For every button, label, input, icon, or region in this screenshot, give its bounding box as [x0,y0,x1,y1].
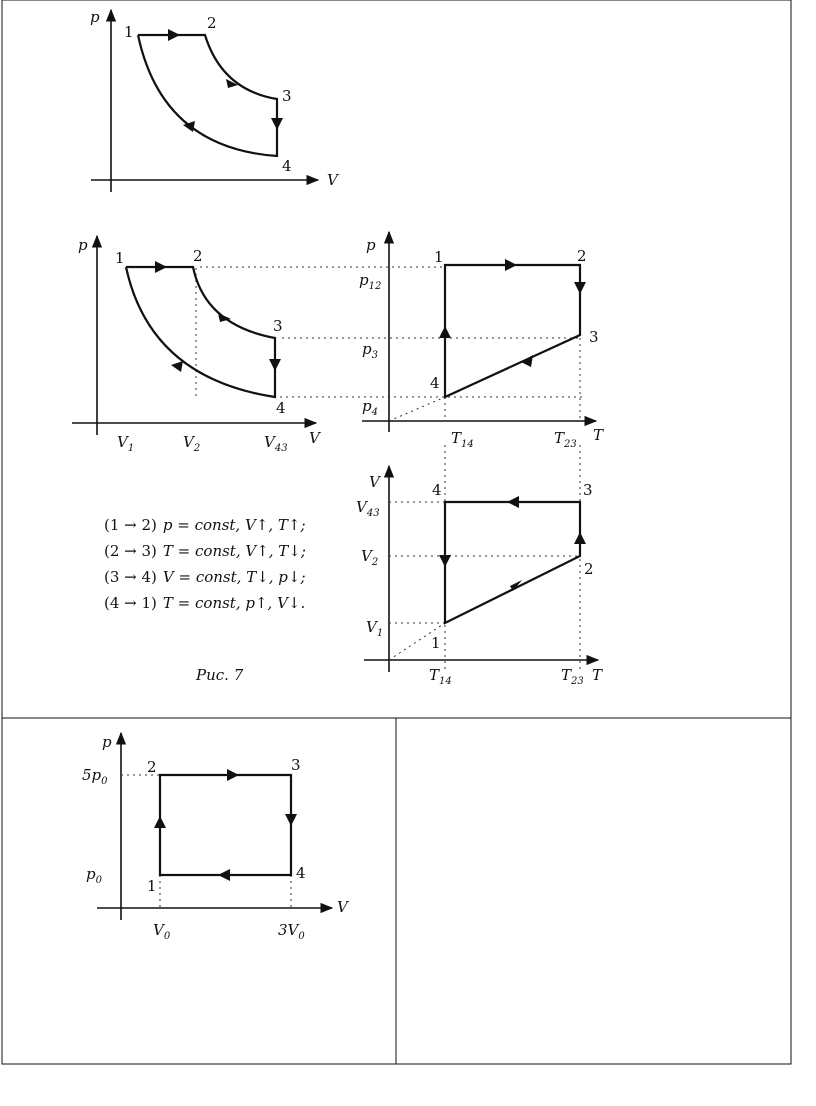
tick-label-5p0: $5p_0$ [82,766,108,787]
arrow-4-1 [439,555,451,567]
point-label-4: 4 [276,399,286,417]
arrow-2-3 [574,282,586,294]
point-label-3: 3 [282,87,292,105]
y-axis-label: p [78,236,88,254]
tick-label-v2: $V_2$ [183,433,201,454]
x-axis-label: V [327,171,338,189]
point-label-4: 4 [296,864,306,882]
point-label-3: 3 [291,756,301,774]
arrow-1-2 [154,816,166,828]
point-label-2: 2 [584,560,594,578]
tick-label-t23: $T_{23}$ [554,429,577,450]
arrow-2-3 [227,769,239,781]
x-axis-label: V [309,429,320,447]
point-label-2: 2 [207,14,217,32]
point-label-4: 4 [432,481,442,499]
arrow-1-2 [155,261,167,273]
figure-caption: Рис. 7 [196,666,244,684]
tick-label-t14: $T_{14}$ [429,666,452,687]
tick-label-t23: $T_{23}$ [561,666,584,687]
y-axis-label: p [366,236,376,254]
point-label-1: 1 [431,634,441,652]
arrow-1-2 [505,259,517,271]
point-label-2: 2 [147,758,157,776]
point-label-4: 4 [430,374,440,392]
vt-diagram-cycle-2 [356,466,603,687]
y-axis-label: p [102,733,112,751]
x-axis-label: V [337,898,348,916]
arrow-3-4 [521,355,533,367]
point-label-2: 2 [193,247,203,265]
point-label-3: 3 [589,328,599,346]
point-label-2: 2 [577,247,587,265]
process-2-3: (2 → 3) T = const, V↑, T↓; [104,542,306,560]
arrow-3-4 [285,814,297,826]
tick-label-p3: $p_3$ [362,340,378,361]
arrow-3-4 [269,359,281,371]
arrow-1-2 [168,29,180,41]
cycle-path [126,267,275,397]
guide-origin-4 [389,397,445,421]
tick-label-v1: $V_1$ [366,618,384,639]
linking-guides [200,267,585,397]
vertical-linking-guides [445,445,580,670]
tick-label-t14: $T_{14}$ [451,429,474,450]
pv-diagram-cycle-2 [72,236,322,454]
tick-label-v43: $V_{43}$ [356,498,380,519]
point-label-4: 4 [282,157,292,175]
arrow-3-4 [271,118,283,130]
process-3-4: (3 → 4) V = const, T↓, p↓; [104,568,306,586]
arrow-4-1 [171,361,183,372]
pt-diagram-cycle-2 [359,232,604,450]
tick-label-v1: $V_1$ [117,433,135,454]
x-axis-label: T [593,426,604,444]
arrow-4-1 [218,869,230,881]
cycle-path [160,775,291,875]
point-label-3: 3 [583,481,593,499]
tick-label-v43: $V_{43}$ [264,433,288,454]
arrow-4-1 [439,326,451,338]
tick-label-3v0: $3V_0$ [278,921,305,942]
point-label-3: 3 [273,317,283,335]
tick-label-v2: $V_2$ [361,547,379,568]
process-1-2: (1 → 2) p = const, V↑, T↑; [104,516,306,534]
tick-label-p4: $p_4$ [362,397,378,418]
tick-label-p0: $p_0$ [86,865,102,886]
point-label-1: 1 [115,249,125,267]
tick-label-v0: $V_0$ [153,921,171,942]
pv-diagram-cycle-1 [90,8,340,192]
arrow-3-4 [507,496,519,508]
x-axis-label: T [592,666,603,684]
cycle-path [445,265,580,397]
pv-diagram-cycle-3 [82,733,350,942]
cycle-path [445,502,580,623]
tick-label-p12: $p_{12}$ [359,271,382,292]
process-4-1: (4 → 1) T = const, p↑, V↓. [104,594,306,612]
arrow-2-3 [574,532,586,544]
point-label-1: 1 [147,877,157,895]
cycle-path [138,35,277,156]
y-axis-label: p [90,8,100,26]
point-label-1: 1 [124,23,134,41]
point-label-1: 1 [434,248,444,266]
y-axis-label: V [369,473,380,491]
process-list [104,516,306,612]
